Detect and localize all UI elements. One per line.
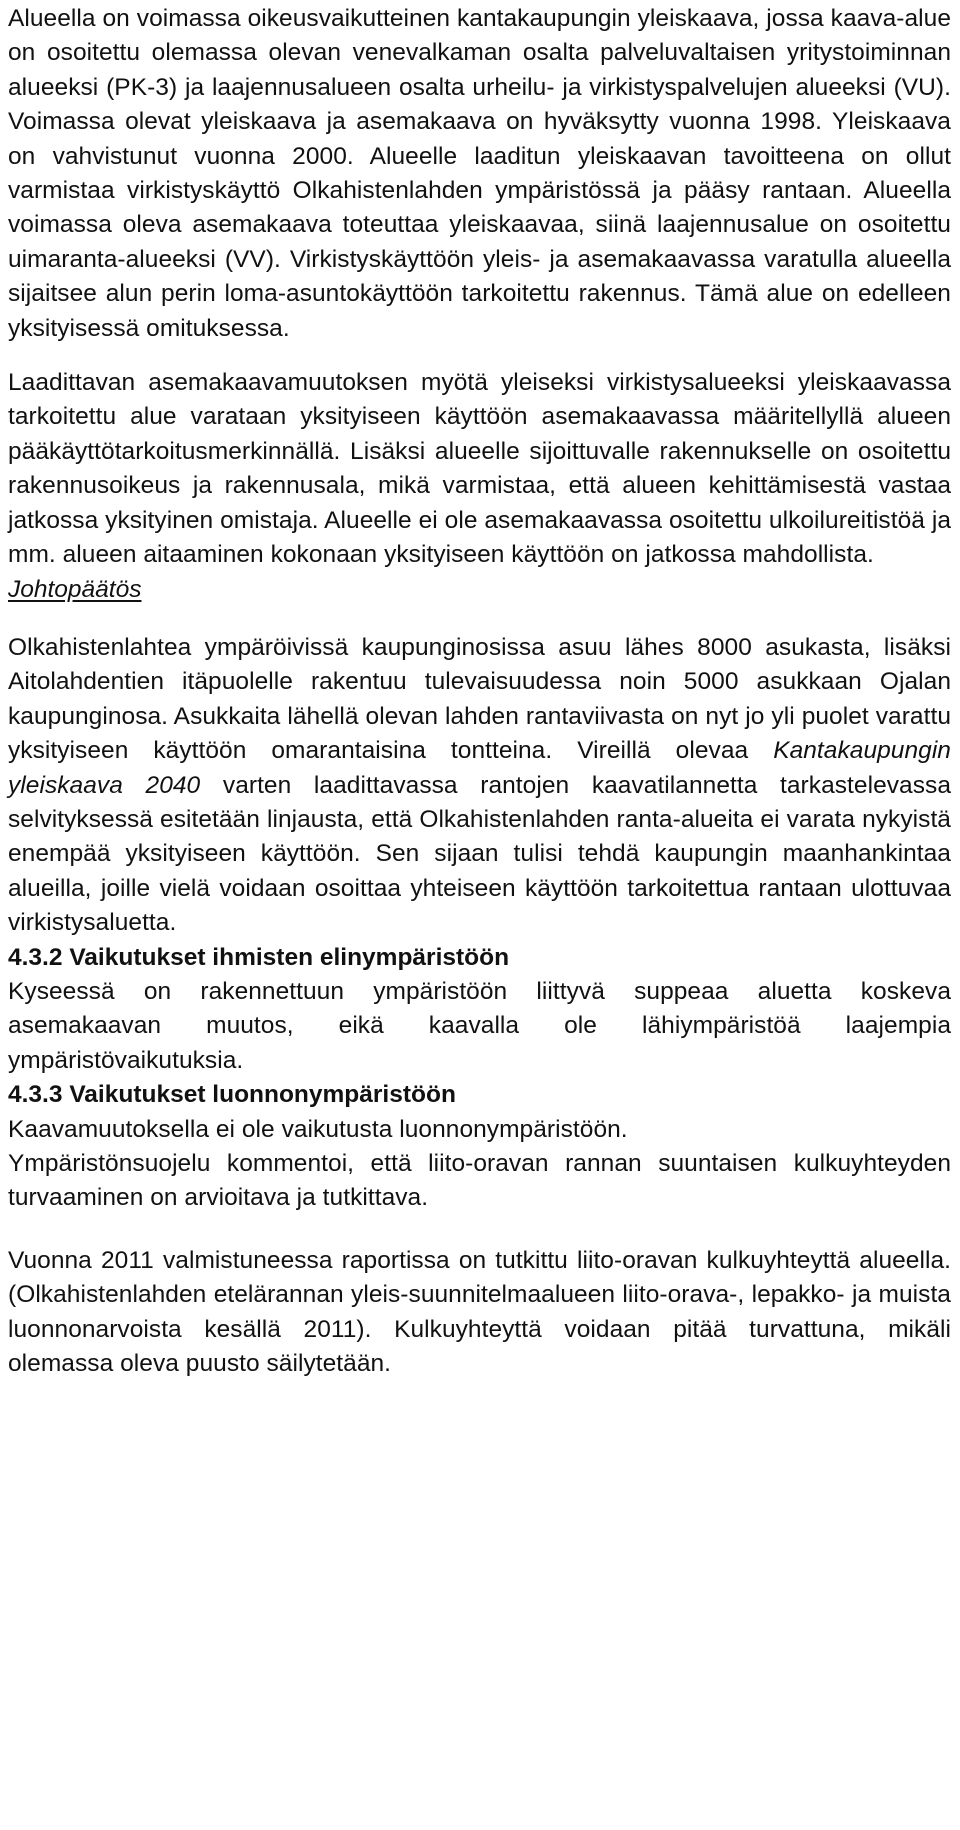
conclusion-text-end: varten laadittavassa rantojen kaavatilannetta tarkastelevassa selvityksessä esitetään linjausta, että Olkahistenlahden ranta-alueita ei varata nykyistä enempää yksityiseen käyttöön. Sen sijaan tulisi tehdä kaupungin maanhankintaa alueilla, joille vielä voidaan osoittaa yhteiseen käyttöön tarkoitettua rantaan ulottuvaa virkistysaluetta.	[8, 771, 951, 937]
paragraph-conclusion	[8, 631, 951, 941]
section-title: Vaikutukset ihmisten elinympäristöön	[69, 943, 510, 971]
paragraph-current-plans: Alueella on voimassa oikeusvaikutteinen kantakaupungin yleiskaava, jossa kaava-alue on osoitettu olemassa olevan venevalkaman osalta palveluvaltaisen yritystoiminnan alueeksi (PK-3) ja laajennusalueen osalta urheilu- ja virkistyspalvelujen alueeksi (VU). Voimassa olevat yleiskaava ja asemakaava on hyväksytty vuonna 1998. Yleiskaava on vahvistunut vuonna 2000. Alueelle laaditun yleiskaavan tavoitteena on ollut varmistaa virkistyskäyttö Olkahistenlahden ympäristössä ja pääsy rantaan. Alueella voimassa oleva asemakaava toteuttaa yleiskaavaa, siinä laajennusalue on osoitettu uimaranta-alueeksi (VV). Virkistyskäyttöön yleis- ja asemakaavassa varatulla alueella sijaitsee alun perin loma-asuntokäyttöön tarkoitettu rakennus. Tämä alue on edelleen yksityisessä omituksessa.	[8, 5, 951, 342]
paragraph-nature-line1: Kaavamuutoksella ei ole vaikutusta luonnonympäristöön.	[8, 1115, 628, 1143]
section-number: 4.3.2	[8, 943, 63, 971]
conclusion-text-start: Olkahistenlahtea ympäröivissä kaupunginosissa asuu lähes 8000 asukasta, lisäksi Aitolahdentien itäpuolelle rakentuu tulevaisuudessa noin 5000 asukkaan Ojalan kaupunginosa. Asukkaita lähellä olevan lahden rantaviivasta on nyt jo yli puolet varattu yksityiseen käyttöön omarantaisina tontteina. Vireillä olevaa	[8, 633, 951, 765]
master-plan-name: Kantakaupungin yleiskaava 2040	[8, 737, 951, 799]
section-heading-4-3-3	[8, 1078, 951, 1112]
conclusion-heading: Johtopäätös	[8, 575, 142, 603]
paragraph-plan-change-effects: Laadittavan asemakaavamuutoksen myötä yleiseksi virkistysalueeksi yleiskaavassa tarkoitettu alue varataan yksityiseen käyttöön asemakaavassa määritellyllä alueen pääkäyttötarkoitusmerkinnällä. Lisäksi alueelle sijoittuvalle rakennukselle on osoitettu rakennusoikeus ja rakennusala, mikä varmistaa, että alueen kehittämisestä vastaa jatkossa yksityinen omistaja. Alueelle ei ole asemakaavassa osoitettu ulkoilureitistöä ja mm. alueen aitaaminen kokonaan yksityiseen käyttöön on jatkossa mahdollista.	[8, 369, 951, 569]
paragraph-flying-squirrel-report: Vuonna 2011 valmistuneessa raportissa on tutkittu liito-oravan kulkuyhteyttä alueella. (Olkahistenlahden etelärannan yleis-suunnitelmaalueen liito-orava-, lepakko- ja muista luonnonarvoista kesällä 2011). Kulkuyhteyttä voidaan pitää turvattuna, mikäli olemassa oleva puusto säilytetään.	[8, 1246, 951, 1378]
paragraph-nature-line2: Ympäristönsuojelu kommentoi, että liito-oravan rannan suuntaisen kulkuyhteyden turvaaminen on arvioitava ja tutkittava.	[8, 1150, 951, 1212]
section-title: Vaikutukset luonnonympäristöön	[69, 1081, 456, 1109]
paragraph-living-environment: Kyseessä on rakennettuun ympäristöön liittyvä suppeaa aluetta koskeva asemakaavan muutos, eikä kaavalla ole lähiympäristöä laajempia ympäristövaikutuksia.	[8, 977, 951, 1074]
section-heading-4-3-2	[8, 941, 951, 975]
section-number: 4.3.3	[8, 1081, 63, 1109]
